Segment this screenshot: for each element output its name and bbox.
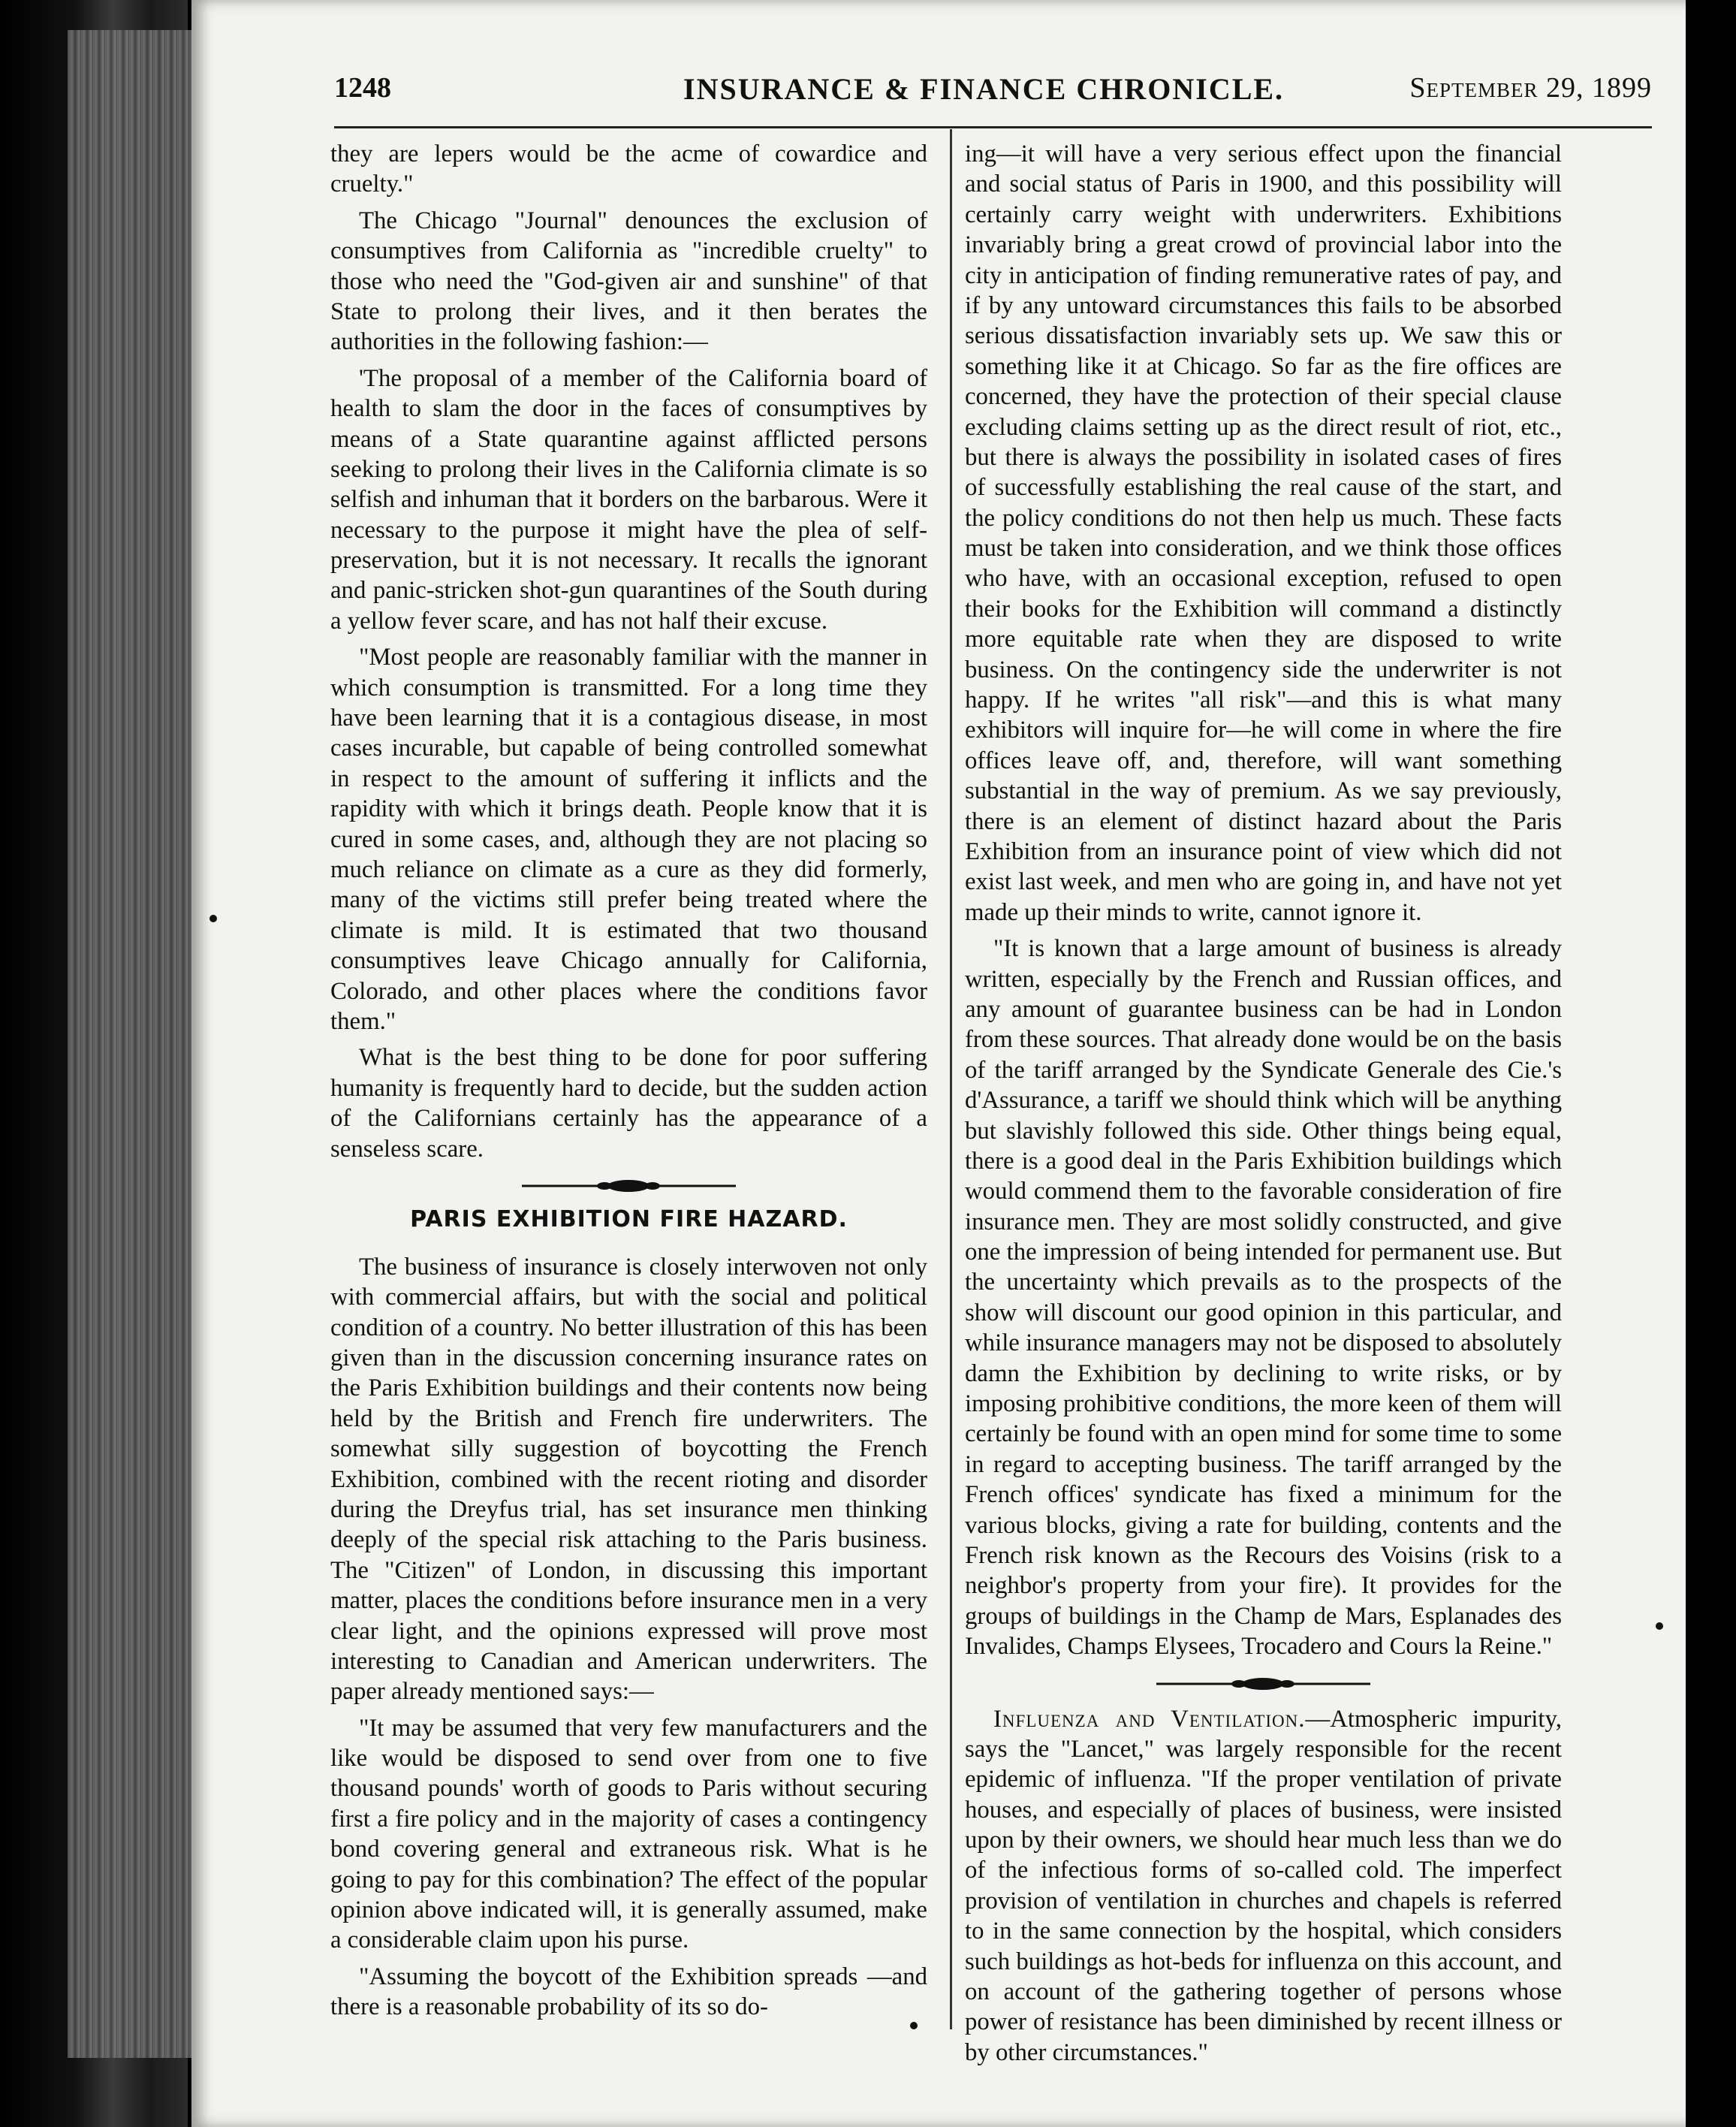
margin-speck: [910, 2022, 918, 2029]
paragraph: "Assuming the boycott of the Exhibition spreads —and there is a reasonable probability of its so do-: [330, 1963, 927, 2021]
margin-speck: [209, 915, 217, 922]
page-number: 1248: [334, 72, 391, 104]
paragraph-body: —Atmospheric impurity, says the "Lancet," was largely responsible for the recent epidemic of influenza. "If the proper ventilation of private houses, and especially of places of business, were insisted upon by their owners, we should hear much less than we do of the infectious forms of so-called cold. The imperfect provision of ventilation in churches and chapels is referred to in the same connection by the hospital, which considers such buildings as hot-beds for influenza on this account, and on account of the gathering together of persons whose power of resistance has been diminished by recent illness or by other circumstances.": [965, 1705, 1562, 2066]
section-ornament: [522, 1178, 736, 1194]
page-stack-edge: [68, 30, 195, 2058]
section-title: PARIS EXHIBITION FIRE HAZARD.: [410, 1205, 848, 1232]
paragraph: 'The proposal of a member of the California board of health to slam the door in the faces of consumptives by means of a State quarantine against afflicted persons seeking to prolong their lives in the California climate is so selfish and inhuman that it borders on the barbarous. Were it necessary to the purpose it might have the plea of self-preservation, but it is not necessary. It recalls the ignorant and panic-stricken shot-gun quarantines of the South during a yellow fever scare, and has not half their excuse.: [330, 364, 927, 635]
header-rule: [334, 126, 1652, 128]
left-column: [330, 139, 927, 2023]
paragraph: "Most people are reasonably familiar with the manner in which consumption is transmitted. For a long time they have been learning that it is a contagious disease, in most cases incurable, but capable of being controlled somewhat in respect to the amount of suffering it inflicts and the rapidity with which it brings death. People know that it is cured in some cases, and, although they are not placing so much reliance on climate as a cure as they did formerly, many of the victims still prefer being treated where the climate is mild. It is estimated that two thousand consumptives leave Chicago annually for California, Colorado, and other places where the conditions favor them.": [330, 644, 927, 1035]
column-divider: [950, 129, 952, 2029]
paragraph: [965, 1704, 1562, 2068]
right-border: [1686, 0, 1736, 2127]
scanned-page: [191, 0, 1689, 2127]
paragraph: What is the best thing to be done for poor suffering humanity is frequently hard to decide, but the sudden action of the Californians certainly has the appearance of a senseless scare.: [330, 1044, 927, 1163]
paragraph: "It may be assumed that very few manufacturers and the like would be disposed to send over from one to five thousand pounds' worth of goods to Paris without securing first a fire policy and in the majority of cases a contingency bond covering general and extraneous risk. What is he going to pay for this combination? The effect of the popular opinion above indicated will, it is generally assumed, make a considerable claim upon his purse.: [330, 1714, 927, 1954]
paragraph: ing—it will have a very serious effect upon the financial and social status of Paris in 1900, and this possibility will certainly carry weight with underwriters. Exhibitions invariably bring a great crowd of provincial labor into the city in anticipation of finding remunerative rates of pay, and if by any untoward circumstances this fails to be absorbed serious dissatisfaction invariably sets up. We saw this or something like it at Chicago. So far as the fire offices are concerned, they have the protection of their special clause excluding claims setting up as the direct result of riot, etc., but there is always the possibility in isolated cases of fires of successfully establishing the real cause of the start, and the policy conditions do not then help us much. These facts must be taken into consideration, and we think those offices who have, with an occasional exception, refused to open their books for the Exhibition will command a distinctly more equitable rate when they are disposed to write business. On the contingency side the underwriter is not happy. If he writes "all risk"—and this is what many exhibitors will inquire for—he will come in where the fire offices leave off, and, therefore, will want something substantial in the way of premium. As we say previously, there is an element of distinct hazard about the Paris Exhibition from an insurance point of view which did not exist last week, and men who are going in, and have not yet made up their minds to write, cannot ignore it.: [965, 140, 1562, 926]
margin-speck: [1656, 1622, 1663, 1630]
paragraph-lead: Influenza and Ventilation.: [993, 1705, 1306, 1733]
paragraph: "It is known that a large amount of business is already written, especially by the French and Russian offices, and any amount of guarantee business can be had in London from these sources. That already done would be on the basis of the tariff arranged by the Syndicate Generale des Cie.'s d'Assurance, a tariff we should think which will be anything but slavishly followed this side. Other things being equal, there is a good deal in the Paris Exhibition buildings which would commend them to the favorable consideration of fire insurance men. They are most solidly constructed, and give one the impression of being intended for permanent use. But the uncertainty which prevails as to the prospects of the show will discount our good opinion in this particular, and while insurance managers may not be disposed to absolutely damn the Exhibition by declining to write risks, or by imposing prohibitive conditions, the more keen of them will certainly be found with an open mind for some time to some in regard to accepting business. The tariff arranged by the French offices' syndicate has fixed a minimum for the various blocks, giving a rate for building, contents and the French risk known as the Recours des Voisins (risk to a neighbor's property from your fire). It provides for the groups of buildings in the Champ de Mars, Esplanades des Invalides, Champs Elysees, Trocadero and Cours la Reine.": [965, 935, 1562, 1661]
paragraph: The Chicago "Journal" denounces the exclusion of consumptives from California as "incredible cruelty" to those who need the "God-given air and sunshine" of that State to prolong their lives, and it then berates the authorities in the following fashion:—: [330, 207, 927, 356]
section-ornament: [1156, 1676, 1370, 1692]
issue-date: September 29, 1899: [1409, 72, 1652, 104]
page-header: [334, 71, 1652, 124]
paragraph: they are lepers would be the acme of cowardice and cruelty.": [330, 140, 927, 198]
right-column: [965, 139, 1562, 2068]
paragraph: The business of insurance is closely interwoven not only with commercial affairs, but with the social and political condition of a country. No better illustration of this has been given than in the discussion concerning insurance rates on the Paris Exhibition buildings and their contents now being held by the British and French fire underwriters. The somewhat silly suggestion of boycotting the French Exhibition, combined with the recent rioting and disorder during the Dreyfus trial, has set insurance men thinking deeply of the special risk attaching to the Paris business. The "Citizen" of London, in discussing this important matter, places the conditions before insurance men in a very clear light, and the opinions expressed will prove most interesting to Canadian and American underwriters. The paper already mentioned says:—: [330, 1253, 927, 1706]
journal-title: INSURANCE & FINANCE CHRONICLE.: [683, 72, 1285, 106]
